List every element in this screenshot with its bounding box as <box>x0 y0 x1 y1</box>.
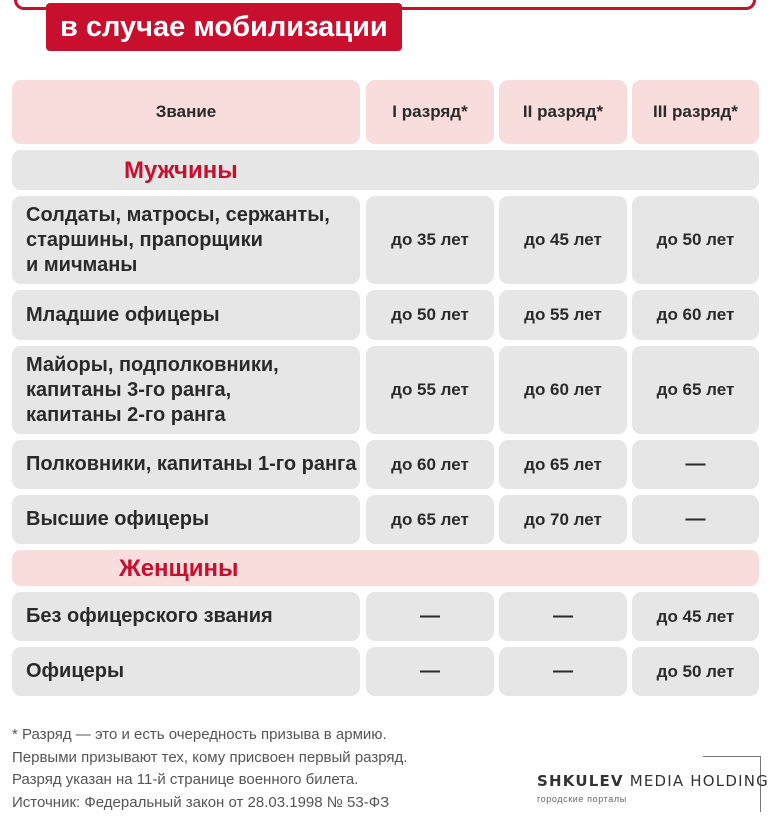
table-cell-value: до 45 лет <box>499 196 627 284</box>
footnote-line: * Разряд — это и есть очередность призыва в армию. <box>12 726 387 743</box>
section-men-title: Мужчины <box>124 157 238 184</box>
table-cell-value: до 55 лет <box>499 290 627 340</box>
table-cell-value: до 60 лет <box>499 346 627 434</box>
header-category-3: III разряд* <box>632 80 759 144</box>
footnote-line: Разряд указан на 11-й странице военного билета. <box>12 771 359 788</box>
logo-name-light: MEDIA HOLDING <box>629 772 769 790</box>
table-cell-value: до 50 лет <box>366 290 494 340</box>
table-cell-value: до 45 лет <box>632 592 759 641</box>
table-cell-value: — <box>499 647 627 696</box>
table-cell-value: до 65 лет <box>499 440 627 489</box>
header-category-1: I разряд* <box>366 80 494 144</box>
table-cell-value: до 55 лет <box>366 346 494 434</box>
logo-name-bold: SHKULEV <box>537 772 624 790</box>
header-category-2: II разряд* <box>499 80 627 144</box>
publisher-logo <box>537 756 767 811</box>
header-rank: Звание <box>12 80 360 144</box>
table-row-rank: Высшие офицеры <box>12 495 360 544</box>
table-row-rank: Офицеры <box>12 647 360 696</box>
section-men <box>12 150 759 190</box>
table-cell-value: до 60 лет <box>366 440 494 489</box>
footnote <box>12 724 532 814</box>
logo-tagline: городские порталы <box>537 794 627 804</box>
table-cell-value: — <box>632 495 759 544</box>
page-title: в случае мобилизации <box>46 3 402 51</box>
section-women <box>12 550 759 586</box>
table-row-rank: Солдаты, матросы, сержанты, старшины, прапорщики и мичманы <box>12 196 360 284</box>
table-cell-value: — <box>366 647 494 696</box>
section-women-title: Женщины <box>119 555 239 582</box>
table-cell-value: — <box>499 592 627 641</box>
table-cell-value: до 70 лет <box>499 495 627 544</box>
table-cell-value: до 65 лет <box>632 346 759 434</box>
table-cell-value: до 65 лет <box>366 495 494 544</box>
table-row-rank: Без офицерского звания <box>12 592 360 641</box>
table-row-rank: Полковники, капитаны 1-го ранга <box>12 440 360 489</box>
footnote-line: Первыми призывают тех, кому присвоен первый разряд. <box>12 748 408 766</box>
footnote-line: Источник: Федеральный закон от 28.03.1998 № 53-ФЗ <box>12 793 390 811</box>
table-cell-value: — <box>632 440 759 489</box>
table-row-rank: Майоры, подполковники, капитаны 3-го ранга, капитаны 2-го ранга <box>12 346 360 434</box>
table-row-rank: Младшие офицеры <box>12 290 360 340</box>
table-cell-value: до 50 лет <box>632 647 759 696</box>
table-cell-value: до 60 лет <box>632 290 759 340</box>
table-cell-value: — <box>366 592 494 641</box>
logo-name <box>537 772 769 790</box>
table-cell-value: до 50 лет <box>632 196 759 284</box>
table-cell-value: до 35 лет <box>366 196 494 284</box>
